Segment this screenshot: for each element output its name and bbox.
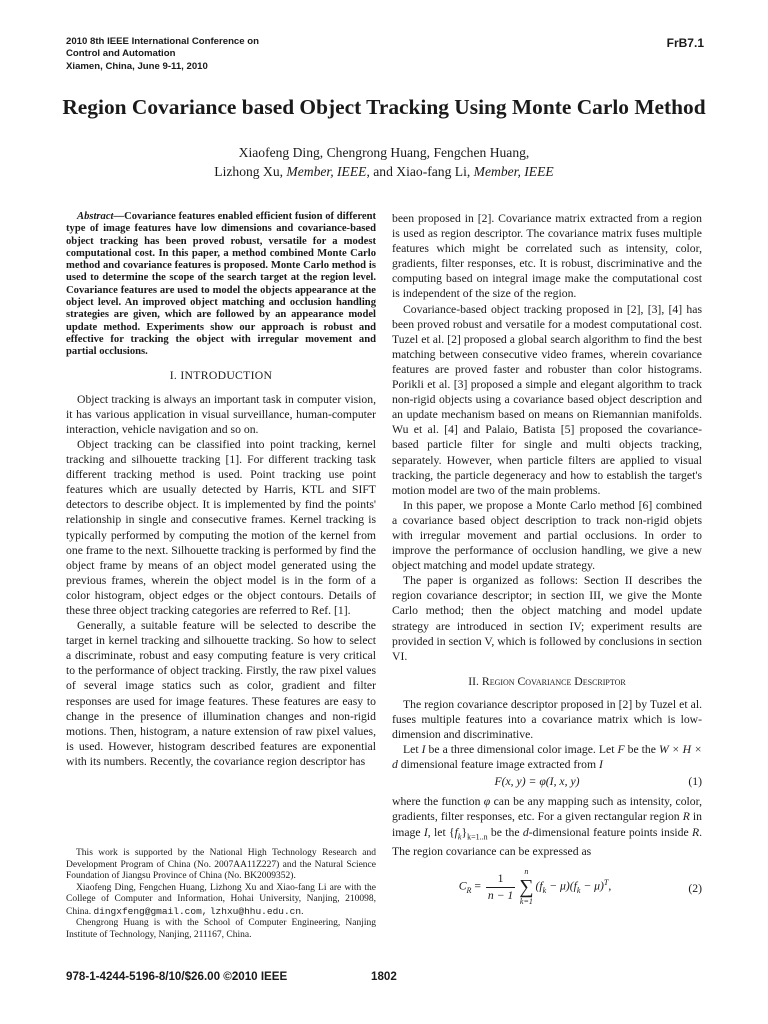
math-sup: T: [603, 877, 609, 887]
math-op: =: [471, 879, 484, 893]
author-text: , and Xiao-fang Li,: [366, 164, 474, 179]
session-code: FrB7.1: [666, 36, 704, 50]
email-link[interactable]: lzhxu@hhu.edu.cn: [209, 905, 302, 917]
body-paragraph-7: [392, 794, 702, 859]
section-title: Region Covariance Descriptor: [481, 674, 626, 688]
math-sub: R: [466, 886, 472, 896]
text: , let {: [427, 825, 455, 839]
sum-symbol: ∑: [519, 876, 534, 899]
conference-info: [66, 36, 259, 73]
summation: [519, 867, 533, 907]
text: be the: [624, 743, 659, 757]
equation-1-number: (1): [688, 775, 702, 789]
right-column: [392, 211, 702, 919]
math-var: C: [458, 879, 467, 893]
math-var: R: [682, 810, 690, 824]
body-paragraph-6: [392, 742, 702, 772]
equation-2: [392, 867, 702, 919]
authors-line-1: Xiaofeng Ding, Chengrong Huang, Fengchen Huang,: [238, 145, 530, 160]
text: in image: [392, 810, 702, 839]
abstract-dash: —: [113, 211, 125, 222]
email-link[interactable]: dingxfeng@gmail.com,: [93, 905, 208, 917]
text: where the function: [392, 795, 484, 809]
fraction-denominator: n − 1: [487, 888, 514, 902]
conference-line-3: Xiamen, China, June 9-11, 2010: [66, 60, 208, 72]
fraction: [486, 871, 515, 902]
math-sub: k: [457, 831, 462, 841]
body-paragraph-3: In this paper, we propose a Monte Carlo method [6] combined a covariance based object description to track non-rigid objets with irregular movement and partial occlusions. In order to improve the performance of occlusion handling, we give a new object matching and model update strategy.: [392, 498, 702, 573]
member-ieee: Member, IEEE: [286, 164, 367, 179]
math-var: f: [454, 825, 458, 839]
math-var: φ: [483, 795, 491, 809]
author-text: Lizhong Xu,: [214, 164, 287, 179]
sum-upper: n: [524, 867, 529, 877]
fraction-numerator: 1: [486, 871, 515, 887]
math-var: I: [423, 825, 428, 839]
math-sub: k: [576, 886, 581, 896]
math-var: d: [522, 825, 529, 839]
intro-paragraph-1: Object tracking is always an important task in computer vision, it has various application in visual surveillance, human-computer interaction, vehicle navigation and so on.: [66, 392, 376, 436]
authors-line-2: [40, 162, 728, 181]
equation-2-number: (2): [688, 882, 702, 896]
left-column: [66, 211, 376, 769]
footnote-text: .: [301, 906, 304, 917]
text: be the: [487, 825, 523, 839]
math-var: R: [691, 825, 700, 839]
math-var: W × H × d: [392, 743, 703, 772]
math-op: ,: [608, 879, 612, 893]
text: Let: [403, 743, 422, 757]
isbn-copyright: 978-1-4244-5196-8/10/$26.00 ©2010 IEEE: [66, 970, 288, 983]
text: dimensional feature image extracted from: [397, 758, 600, 772]
sum-lower: k=1: [519, 897, 533, 907]
member-ieee: Member, IEEE: [473, 164, 554, 179]
footnote-funding: This work is supported by the National High Technology Research and Development Program of China (No. 2007AA11Z227) and the Natural Science Foundation of Jiangsu Province of China (No. BK2009352).: [66, 848, 376, 881]
body-paragraph-5: The region covariance descriptor proposed in [2] by Tuzel et al. fuses multiple features into a covariance matrix which is low-dimension and discriminative.: [392, 697, 702, 742]
page-number: 1802: [371, 970, 397, 983]
text: -dimensional feature points inside: [528, 825, 692, 839]
footnote-affiliation-2: Chengrong Huang is with the School of Computer Engineering, Nanjing Institute of Technology, Nanjing, 211167, China.: [66, 918, 376, 940]
section-heading-covariance: [392, 674, 702, 689]
paper-title: Region Covariance based Object Tracking Using Monte Carlo Method: [62, 95, 706, 119]
section-numeral: II.: [468, 674, 482, 688]
math-sub: k=1..n: [467, 831, 488, 841]
conference-line-2: Control and Automation: [66, 48, 176, 60]
math-var: I: [599, 758, 603, 772]
abstract-text: Covariance features enabled efficient fusion of different type of image features have low dimensions and covariance-based object tracking has been proved robust, versatile for a modest computational cost. In this paper, a method combined Monte Carlo method and covariance features is proposed. Monte Carlo method is used to determine the scope of the search target at the region level. Covariance features are used to model the objects appearance at the object level. An improved object matching and occlusion handling strategies are given, which are followed by an appearance model update method. Experiments show our approach is robust and effective for tracking the object with irregular movement and partial occlusions.: [66, 211, 376, 358]
equation-2-body: [392, 867, 678, 907]
footnote-affiliation-1: [66, 883, 376, 919]
math-var: I: [421, 743, 426, 757]
body-paragraph-2: Covariance-based object tracking proposed in [2], [3], [4] has been proved robust and versatile for a modest computational cost. Tuzel et al. [2] proposed a global search algorithm to find the best matching between consecutive video frames, wherein covariance features are proved faster and robuster than color histograms. Porikli et al. [3] proposed a simple and elegant algorithm to track non-rigid objects using a covariance based object description and an update mechanism based on means on Riemannian manifolds. Wu et al. [4] and Palaio, Batista [5] proposed the covariance-based particle filter for single and multi objects tracking, separately. However, when particle filters are applied to visual tracking, the particle degeneracy and how to establish the target's motion model are two of the main problems.: [392, 302, 702, 497]
body-paragraph-1: been proposed in [2]. Covariance matrix extracted from a region is used as region descriptor. The covariance matrix fuses multiple features which might be correlated such as intensity, color, gradients, filter responses, etc. It is robust, discriminative and the computing based on integral image make the computational cost is independent of the size of the region.: [392, 212, 702, 301]
text: be a three dimensional color image. Let: [425, 743, 618, 757]
text: . The region covariance can be expressed as: [392, 825, 703, 858]
math-var: F: [617, 743, 625, 757]
conference-line-1: 2010 8th IEEE International Conference on: [66, 36, 259, 47]
body-paragraph-4: The paper is organized as follows: Section II describes the region covariance descriptor; in section III, we give the Monte Carlo method; then the object matching and model update strategy are introduced in section IV; experiment results are provided in section V, which is followed by conclusions in section VI.: [392, 574, 702, 663]
equation-1-body: F(x, y) = φ(I, x, y): [494, 775, 580, 789]
abstract: [66, 211, 376, 359]
section-heading-introduction: I. INTRODUCTION: [169, 368, 273, 382]
math-expr: (f: [535, 879, 543, 893]
math-expr: − μ): [580, 879, 604, 893]
footnote-text: Xiaofeng Ding, Fengchen Huang, Lizhong Xu and Xiao-fang Li are with the College of Computer and Information, Hohai University, Nanjing, 210098, China.: [66, 882, 376, 917]
math-expr: − μ)(f: [546, 879, 577, 893]
math-sub: k: [542, 886, 547, 896]
intro-paragraph-3: Generally, a suitable feature will be selected to describe the target in kernel tracking and silhouette tracking. So how to select a discriminate, robust and easy computing feature is very critical to the performance of object tracking. Firstly, the raw pixel values of several image statics such as color, gradient and filter responses are used for image features. These features are easy to change in the presence of illumination changes and non-rigid motions. Then, histogram, a nature extension of raw pixel values, is used. However, histogram described features are exponential with its numbers. Recently, the covariance region descriptor has: [66, 619, 376, 768]
equation-1: [392, 774, 702, 792]
intro-paragraph-2: Object tracking can be classified into point tracking, kernel tracking and silhouette tracking [1]. For different tracking task different tracking method is used. Point tracking use point features which are usually detected by Harris, KTL and SIFT detectors to describe object. It is implemented by find the points' relationship in single and consecutive frames. Kernel tracking is typically performed by computing the motion of the kernel from one frame to the next. Silhouette tracking is performed by find the object frame by means of an object model generated using the previous frames, wherein the object model is in the form of a color histogram, object edges or the object contours. Details of these three object tracking categories are referred to Ref. [1].: [66, 437, 376, 617]
footnote: [66, 848, 376, 941]
abstract-label: Abstract: [77, 211, 114, 222]
author-list: [40, 143, 728, 181]
text: can be any mapping such as intensity, color, gradients, filter responses, etc. For a given rectangular region: [392, 795, 702, 824]
text: }: [461, 825, 468, 839]
